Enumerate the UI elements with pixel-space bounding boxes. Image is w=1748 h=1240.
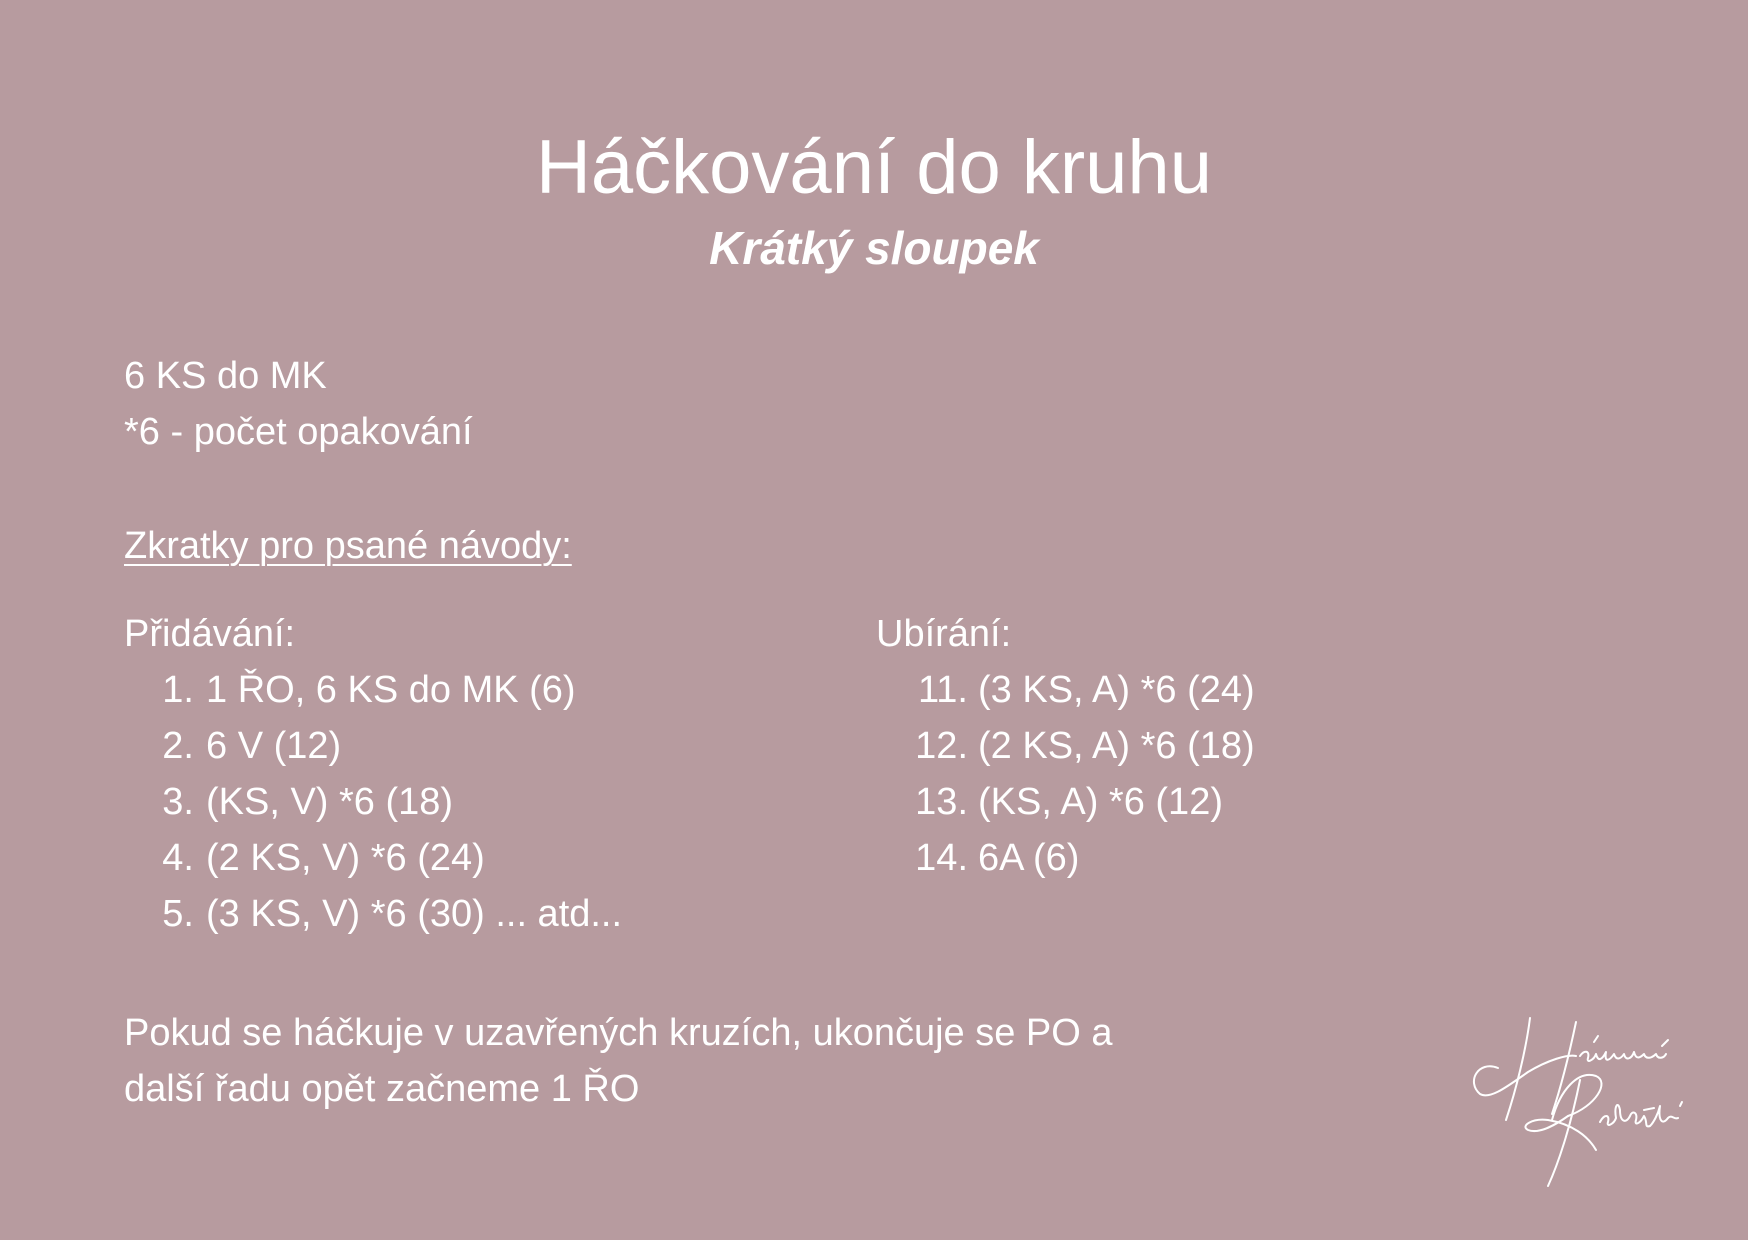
step-number: 13. xyxy=(915,781,968,823)
decreasing-column xyxy=(876,606,1476,886)
step-text: 6 V (12) xyxy=(206,725,342,767)
increasing-heading: Přidávání: xyxy=(124,613,296,655)
step-text: (3 KS, A) *6 (24) xyxy=(978,669,1255,711)
step-number: 12. xyxy=(915,725,968,767)
step-number: 2. xyxy=(162,725,194,767)
page-title: Háčkování do kruhu xyxy=(536,125,1212,210)
intro-line-1: 6 KS do MK xyxy=(124,355,327,397)
increasing-step xyxy=(124,774,824,830)
closing-note-line-2: další řadu opět začneme 1 ŘO xyxy=(124,1068,640,1110)
decreasing-step xyxy=(876,718,1476,774)
step-number: 14. xyxy=(915,837,968,879)
closing-note xyxy=(124,1005,1384,1117)
increasing-column xyxy=(124,606,824,942)
step-text: (KS, V) *6 (18) xyxy=(206,781,454,823)
step-number: 1. xyxy=(162,669,194,711)
decreasing-heading: Ubírání: xyxy=(876,613,1012,655)
page-subtitle: Krátký sloupek xyxy=(709,222,1039,274)
closing-note-line-1: Pokud se háčkuje v uzavřených kruzích, ukončuje se PO a xyxy=(124,1012,1113,1054)
abbreviations-heading: Zkratky pro psané návody: xyxy=(124,525,572,567)
signature-logo xyxy=(1468,1010,1718,1190)
step-number: 11. xyxy=(917,669,968,711)
step-number: 5. xyxy=(162,893,194,935)
step-text: (2 KS, A) *6 (18) xyxy=(978,725,1255,767)
step-text: (3 KS, V) *6 (30) ... atd... xyxy=(206,893,623,935)
intro-line-2: *6 - počet opakování xyxy=(124,411,473,453)
increasing-step xyxy=(124,718,824,774)
decreasing-step xyxy=(876,662,1476,718)
step-text: 6A (6) xyxy=(978,837,1080,879)
decreasing-step xyxy=(876,830,1476,886)
step-text: (2 KS, V) *6 (24) xyxy=(206,837,485,879)
intro-block xyxy=(124,348,473,460)
increasing-step xyxy=(124,830,824,886)
step-text: 1 ŘO, 6 KS do MK (6) xyxy=(206,669,576,711)
step-number: 3. xyxy=(162,781,194,823)
increasing-step xyxy=(124,662,824,718)
step-text: (KS, A) *6 (12) xyxy=(978,781,1223,823)
step-number: 4. xyxy=(162,837,194,879)
increasing-step xyxy=(124,886,824,942)
decreasing-step xyxy=(876,774,1476,830)
